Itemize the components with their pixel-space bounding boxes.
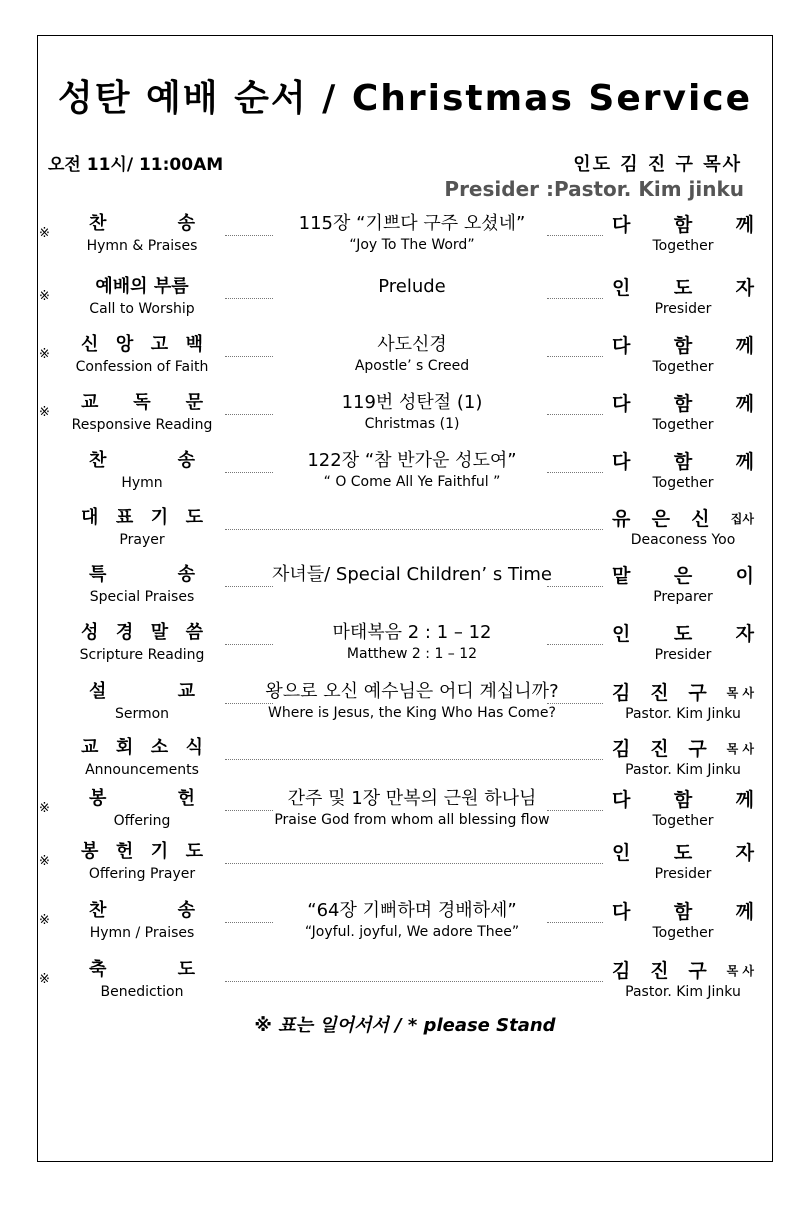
role-char: 진 (650, 738, 669, 760)
role-char: 도 (673, 842, 693, 864)
item-label-korean (67, 391, 217, 415)
item-content (227, 506, 597, 530)
item-subtitle: Apostle’ s Creed (354, 358, 470, 374)
item-title: 왕으로 오신 예수님은 어디 계십니까? (265, 681, 559, 702)
role-english: Together (652, 925, 714, 941)
label-char: 소 (150, 737, 169, 758)
role-english: Presider (654, 866, 712, 882)
item-content (227, 958, 597, 982)
leader-dots (547, 644, 603, 645)
role-korean (612, 621, 754, 647)
role-char: 께 (735, 393, 754, 415)
item-title: 간주 및 1장 만복의 근원 하나님 (287, 788, 537, 809)
stand-marker: ※ (39, 226, 50, 241)
service-item (37, 275, 773, 333)
item-content (227, 787, 597, 828)
role-korean (612, 391, 754, 417)
item-label (67, 680, 217, 722)
role-char: 함 (673, 901, 693, 923)
role-char: 함 (673, 393, 693, 415)
leader-dots (225, 356, 273, 357)
label-char: 축 (89, 959, 107, 980)
role-english: Preparer (653, 589, 713, 605)
role-english: Deaconess Yoo (630, 532, 736, 548)
label-char: 도 (185, 841, 203, 862)
item-label-english: Confession of Faith (75, 359, 209, 375)
role-char: 진 (650, 682, 669, 704)
item-title: 115장 “기쁘다 구주 오셨네” (298, 213, 526, 234)
leader-dots (225, 981, 603, 982)
label-char: 헌 (177, 788, 195, 809)
item-label-english: Benediction (100, 984, 184, 1000)
item-label-korean (67, 563, 217, 587)
item-label (67, 506, 217, 548)
label-char: 송 (177, 450, 195, 471)
item-label (67, 449, 217, 491)
item-content (227, 736, 597, 760)
stand-marker: ※ (39, 854, 50, 869)
role-english: Together (652, 238, 714, 254)
item-label (67, 787, 217, 829)
item-label (67, 333, 217, 375)
item-label-korean (67, 680, 217, 704)
leader-dots (225, 529, 603, 530)
label-char: 성 (81, 622, 99, 643)
role-english: Together (652, 359, 714, 375)
leader-dots (225, 472, 273, 473)
service-item (37, 736, 773, 794)
item-title: 마태복음 2 : 1 – 12 (332, 622, 492, 643)
service-item (37, 212, 773, 270)
item-subtitle: “Joyful. joyful, We adore Thee” (304, 924, 520, 940)
role-char: 목 사 (726, 686, 754, 700)
label-char: 설 (89, 681, 107, 702)
item-label (67, 391, 217, 433)
label-char: 씀 (185, 622, 203, 643)
label-char: 대 (81, 507, 99, 528)
item-title: Prelude (378, 276, 446, 297)
label-char: 송 (177, 900, 195, 921)
role-korean (612, 840, 754, 866)
service-time: 오전 11시/ 11:00AM (48, 155, 224, 175)
role-char: 자 (735, 842, 754, 864)
role-korean (612, 563, 754, 589)
service-item (37, 563, 773, 621)
role-char: 김 (612, 738, 631, 760)
item-label (67, 736, 217, 778)
item-title: “64장 기뻐하며 경배하세” (307, 900, 517, 921)
label-char: 찬 (89, 213, 107, 234)
leader-dots (547, 810, 603, 811)
role-char: 맡 (612, 565, 631, 587)
leader-dots (547, 922, 603, 923)
leader-dots (547, 356, 603, 357)
role-char: 다 (612, 789, 631, 811)
item-label-english: Hymn / Praises (89, 925, 195, 941)
role-char: 김 (612, 960, 631, 982)
label-char: 도 (185, 507, 203, 528)
item-label-english: Offering Prayer (88, 866, 196, 882)
role-char: 함 (673, 789, 693, 811)
role-char: 께 (735, 789, 754, 811)
role-english: Pastor. Kim Jinku (625, 762, 741, 778)
item-label-english: Announcements (85, 762, 199, 778)
role-char: 은 (673, 565, 693, 587)
item-label-korean (67, 736, 217, 760)
leader-dots (225, 644, 273, 645)
item-role (612, 680, 754, 722)
leader-dots (225, 586, 273, 587)
role-char: 다 (612, 335, 631, 357)
item-label (67, 958, 217, 1000)
role-char: 다 (612, 451, 631, 473)
item-content (227, 391, 597, 432)
role-char: 께 (735, 214, 754, 236)
role-char: 께 (735, 335, 754, 357)
item-content (227, 275, 597, 299)
item-title: 자녀들/ Special Children’ s Time (271, 564, 552, 585)
label-char: 교 (177, 681, 195, 702)
label-char: 찬 (89, 450, 107, 471)
leader-dots (547, 586, 603, 587)
item-label-korean (67, 333, 217, 357)
role-english: Presider (654, 301, 712, 317)
role-korean (612, 333, 754, 359)
role-char: 인 (612, 277, 631, 299)
item-content (227, 840, 597, 864)
item-label-english: Hymn (121, 475, 163, 491)
item-title (227, 736, 597, 760)
label-char: 독 (133, 392, 151, 413)
service-item (37, 958, 773, 1016)
item-role (612, 621, 754, 663)
item-label (67, 275, 217, 317)
leader-dots (225, 863, 603, 864)
item-label-english: Responsive Reading (71, 417, 213, 433)
item-label-english: Call to Worship (89, 301, 195, 317)
item-label-korean (67, 787, 217, 811)
stand-marker: ※ (39, 801, 50, 816)
role-char: 인 (612, 842, 631, 864)
role-char: 인 (612, 623, 631, 645)
role-char: 목 사 (726, 964, 754, 978)
leader-dots (547, 235, 603, 236)
item-role (612, 449, 754, 491)
role-char: 구 (688, 682, 707, 704)
page-title: 성탄 예배 순서 / Christmas Service (57, 78, 753, 119)
item-label-korean (67, 621, 217, 645)
item-subtitle: Matthew 2 : 1 – 12 (346, 646, 478, 662)
role-english: Pastor. Kim Jinku (625, 706, 741, 722)
label-char: 봉 (81, 841, 99, 862)
item-subtitle: “Joy To The Word” (349, 237, 475, 253)
label-char: 송 (177, 564, 195, 585)
item-subtitle: Where is Jesus, the King Who Has Come? (268, 705, 556, 721)
leader-dots (225, 298, 273, 299)
role-char: 께 (735, 451, 754, 473)
item-subtitle: Christmas (1) (364, 416, 460, 432)
item-label (67, 840, 217, 882)
item-label-english: Hymn & Praises (86, 238, 198, 254)
role-korean (612, 787, 754, 813)
role-char: 김 (612, 682, 631, 704)
item-title (227, 506, 597, 530)
role-korean (612, 275, 754, 301)
role-char: 함 (673, 214, 693, 236)
role-char: 집사 (730, 512, 754, 526)
item-label (67, 899, 217, 941)
item-label-korean: 예배의 부름 (95, 276, 189, 297)
role-korean (612, 506, 754, 532)
label-char: 경 (115, 622, 134, 643)
role-char: 도 (673, 623, 693, 645)
role-char: 다 (612, 214, 631, 236)
role-english: Presider (654, 647, 712, 663)
role-korean (612, 736, 754, 762)
item-content (227, 449, 597, 490)
item-role (612, 212, 754, 254)
role-korean (612, 899, 754, 925)
label-char: 헌 (115, 841, 134, 862)
role-korean (612, 212, 754, 238)
item-title (227, 840, 597, 864)
service-item (37, 899, 773, 957)
role-char: 다 (612, 901, 631, 923)
label-char: 도 (177, 959, 195, 980)
item-label (67, 212, 217, 254)
item-role (612, 736, 754, 778)
item-role (612, 333, 754, 375)
role-char: 도 (673, 277, 693, 299)
leader-dots (547, 472, 603, 473)
item-label-korean (67, 899, 217, 923)
role-char: 구 (688, 960, 707, 982)
label-char: 회 (115, 737, 134, 758)
role-char: 신 (691, 508, 710, 530)
leader-dots (225, 759, 603, 760)
stand-marker: ※ (39, 913, 50, 928)
leader-dots (225, 703, 273, 704)
item-label-korean (67, 840, 217, 864)
stand-marker: ※ (39, 289, 50, 304)
role-char: 은 (651, 508, 670, 530)
item-label-korean (67, 212, 217, 236)
item-subtitle: Praise God from whom all blessing flow (274, 812, 550, 828)
label-char: 백 (185, 334, 203, 355)
role-char: 목 사 (726, 742, 754, 756)
role-english: Together (652, 417, 714, 433)
presider-korean: 인도 김 진 구 목사 (573, 154, 742, 175)
label-char: 기 (150, 507, 169, 528)
service-item (37, 621, 773, 679)
label-char: 표 (115, 507, 134, 528)
presider-english: Presider :Pastor. Kim jinku (444, 177, 744, 201)
role-english: Together (652, 813, 714, 829)
leader-dots (225, 235, 273, 236)
service-item (37, 449, 773, 507)
label-char: 말 (150, 622, 169, 643)
label-char: 고 (150, 334, 169, 355)
label-char: 봉 (89, 788, 107, 809)
item-content (227, 680, 597, 721)
item-role (612, 506, 754, 548)
leader-dots (547, 298, 603, 299)
item-role (612, 391, 754, 433)
item-role (612, 787, 754, 829)
stand-marker: ※ (39, 405, 50, 420)
label-char: 교 (81, 737, 99, 758)
item-label-english: Sermon (114, 706, 170, 722)
label-char: 문 (185, 392, 203, 413)
item-label (67, 563, 217, 605)
label-char: 송 (177, 213, 195, 234)
item-label-english: Prayer (119, 532, 165, 548)
role-korean (612, 680, 754, 706)
label-char: 앙 (115, 334, 134, 355)
service-item (37, 391, 773, 449)
label-char: 교 (81, 392, 99, 413)
label-char: 신 (81, 334, 99, 355)
item-title: 122장 “참 반가운 성도여” (307, 450, 517, 471)
role-char: 구 (688, 738, 707, 760)
item-content (227, 212, 597, 253)
role-char: 진 (650, 960, 669, 982)
item-label-english: Special Praises (89, 589, 195, 605)
leader-dots (225, 922, 273, 923)
item-title (227, 958, 597, 982)
item-content (227, 333, 597, 374)
role-korean (612, 958, 754, 984)
service-item (37, 787, 773, 845)
item-role (612, 958, 754, 1000)
label-char: 식 (185, 737, 203, 758)
item-role (612, 840, 754, 882)
stand-marker: ※ (39, 972, 50, 987)
item-label-korean (67, 449, 217, 473)
item-subtitle: “ O Come All Ye Faithful ” (323, 474, 501, 490)
leader-dots (547, 414, 603, 415)
service-item (37, 333, 773, 391)
role-char: 함 (673, 335, 693, 357)
service-item (37, 680, 773, 738)
item-content (227, 563, 597, 587)
item-role (612, 275, 754, 317)
item-label-korean (67, 958, 217, 982)
item-role (612, 899, 754, 941)
role-char: 자 (735, 277, 754, 299)
item-content (227, 899, 597, 940)
service-item (37, 840, 773, 898)
label-char: 찬 (89, 900, 107, 921)
role-char: 다 (612, 393, 631, 415)
item-label-english: Scripture Reading (79, 647, 205, 663)
role-char: 이 (735, 565, 754, 587)
label-char: 기 (150, 841, 169, 862)
item-label-english: Offering (113, 813, 171, 829)
item-role (612, 563, 754, 605)
role-char: 함 (673, 451, 693, 473)
role-char: 유 (612, 508, 631, 530)
label-char: 특 (89, 564, 107, 585)
role-char: 자 (735, 623, 754, 645)
role-char: 께 (735, 901, 754, 923)
role-english: Pastor. Kim Jinku (625, 984, 741, 1000)
item-title: 사도신경 (377, 334, 447, 355)
stand-marker: ※ (39, 347, 50, 362)
leader-dots (225, 414, 273, 415)
leader-dots (225, 810, 273, 811)
role-english: Together (652, 475, 714, 491)
item-label (67, 621, 217, 663)
item-content (227, 621, 597, 662)
service-item (37, 506, 773, 564)
item-label-korean (67, 506, 217, 530)
role-korean (612, 449, 754, 475)
leader-dots (547, 703, 603, 704)
item-title: 119번 성탄절 (1) (341, 392, 483, 413)
stand-note: ※ 표는 일어서서 / * please Stand (254, 1015, 556, 1036)
